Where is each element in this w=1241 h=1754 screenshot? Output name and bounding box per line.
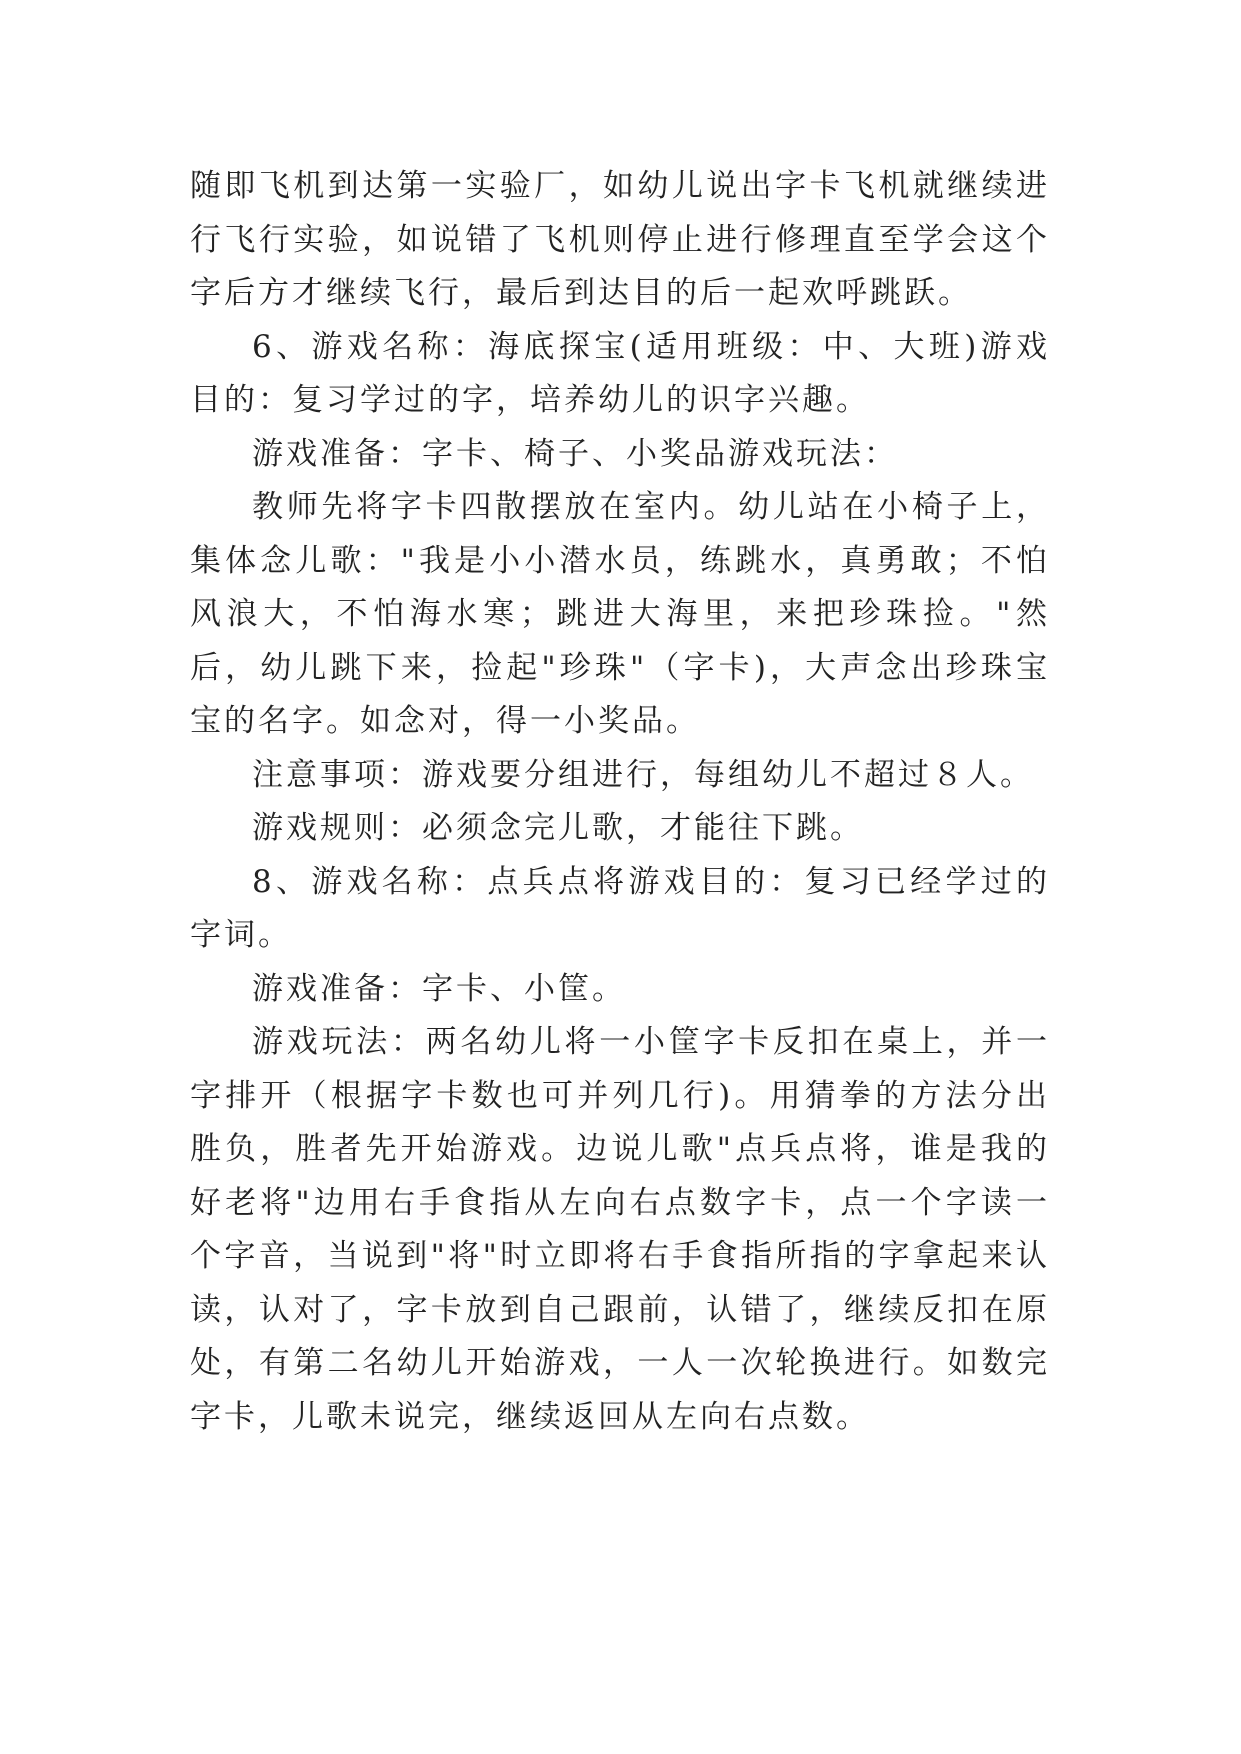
paragraph-game-6-play: 教师先将字卡四散摆放在室内。幼儿站在小椅子上，集体念儿歌："我是小小潜水员，练跳水，真勇敢；不怕风浪大，不怕海水寒；跳进大海里，来把珍珠捡。"然后，幼儿跳下来，捡起"珍珠"（字卡)，大声念出珍珠宝宝的名字。如念对，得一小奖品。 [190,489,1050,739]
paragraph-game-6-title: 6、游戏名称：海底探宝(适用班级：中、大班)游戏目的：复习学过的字，培养幼儿的识字兴趣。 [190,328,1050,418]
paragraph-game-6-notes: 注意事项：游戏要分组进行，每组幼儿不超过８人。 [252,756,1034,793]
paragraph-game-6-rules: 游戏规则：必须念完儿歌，才能往下跳。 [252,810,864,846]
document-body [190,160,1050,1444]
paragraph-game-8-prep: 游戏准备：字卡、小筐。 [252,970,626,1007]
paragraph-game-6-prep: 游戏准备：字卡、椅子、小奖品游戏玩法： [252,435,898,472]
paragraph-game-8-title: 8、游戏名称：点兵点将游戏目的：复习已经学过的字词。 [190,863,1050,953]
paragraph-1: 随即飞机到达第一实验厂，如幼儿说出字卡飞机就继续进行飞行实验，如说错了飞机则停止进行修理直至学会这个字后方才继续飞行，最后到达目的后一起欢呼跳跃。 [190,168,1050,311]
paragraph-game-8-play: 游戏玩法：两名幼儿将一小筐字卡反扣在桌上，并一字排开（根据字卡数也可并列几行)。用猜拳的方法分出胜负，胜者先开始游戏。边说儿歌"点兵点将，谁是我的好老将"边用右手食指从左向右点数字卡，点一个字读一个字音，当说到"将"时立即将右手食指所指的字拿起来认读，认对了，字卡放到自己跟前，认错了，继续反扣在原处，有第二名幼儿开始游戏，一人一次轮换进行。如数完字卡，儿歌未说完，继续返回从左向右点数。 [190,1024,1050,1435]
